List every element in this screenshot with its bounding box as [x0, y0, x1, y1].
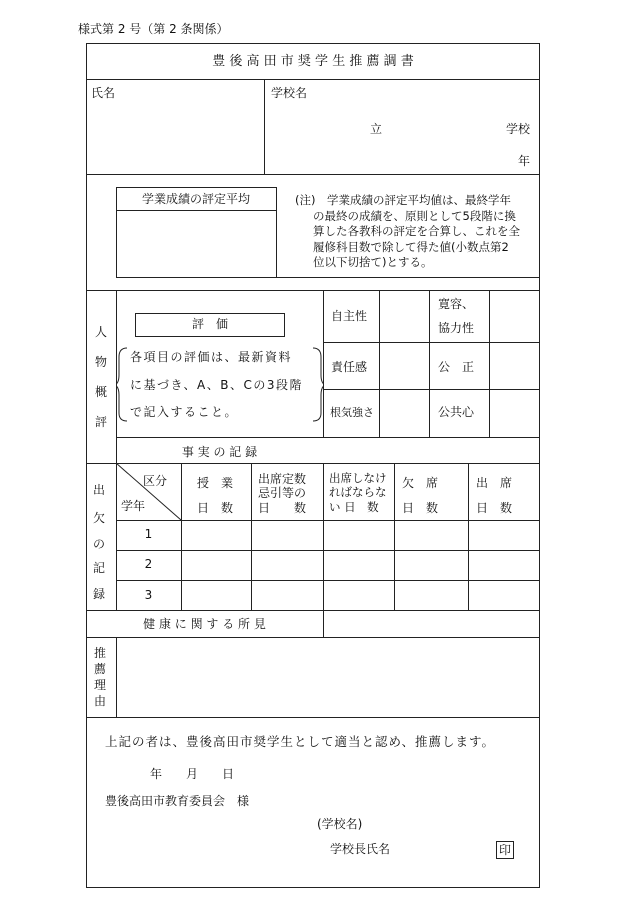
col-jugyo-1: 授 業 — [197, 476, 234, 490]
form-title: 豊 後 高 田 市 奨 学 生 推 薦 調 書 — [212, 54, 414, 69]
col-teisu-2: 忌引等の — [258, 486, 307, 500]
trait-kanyou: 寛容、 — [438, 297, 475, 311]
reason-label-3: 理 — [94, 678, 107, 692]
col-jugyo-2: 日 数 — [197, 501, 234, 515]
school-gakko: 学校 — [506, 122, 531, 136]
trait-kousei: 公 正 — [438, 360, 475, 374]
principal-label: 学校長氏名 — [330, 842, 391, 856]
att-side-2: 欠 — [93, 511, 106, 525]
side-label-hyo: 評 — [95, 415, 108, 429]
trait-konki: 根気強さ — [330, 406, 374, 419]
form-number: 様式第 2 号（第 2 条関係） — [78, 22, 229, 36]
name-label: 氏名 — [91, 86, 116, 100]
reason-label-2: 薦 — [94, 662, 107, 676]
grades-header: 学業成績の評定平均 — [141, 192, 250, 206]
col-teisu-1: 出席定数 — [258, 472, 307, 486]
eval-label: 評 価 — [191, 317, 228, 331]
frame-top — [86, 43, 540, 44]
side-label-butsu: 物 — [95, 355, 108, 369]
trait-jishusei: 自主性 — [331, 309, 368, 323]
col-hitsuyo-1: 出席しなけ — [329, 471, 387, 485]
seal-mark: 印 — [496, 841, 514, 859]
att-side-1: 出 — [93, 483, 106, 497]
col-shusseki-2: 日 数 — [476, 501, 513, 515]
grades-note: (注) 学業成績の評定平均値は、最終学年 の最終の成績を、原則として5段階に換 算した各教科の評定を合算し、これを全 履修科目数で除して得た値(小数点第2 位以下切捨て)とする。 — [295, 193, 520, 269]
att-side-5: 録 — [93, 587, 106, 601]
side-label-jin: 人 — [95, 325, 108, 339]
school-ritsu: 立 — [370, 122, 383, 136]
col-kesseki-2: 日 数 — [402, 501, 439, 515]
col-shusseki-1: 出 席 — [476, 476, 513, 490]
addressee: 豊後高田市教育委員会 様 — [105, 794, 250, 808]
att-side-4: 記 — [93, 561, 106, 575]
kubun-label: 区分 — [143, 474, 168, 488]
trait-sekinin: 責任感 — [331, 360, 368, 374]
year-2: 2 — [144, 557, 153, 571]
year-1: 1 — [144, 527, 153, 541]
side-label-gai: 概 — [95, 385, 108, 399]
frame-left — [86, 43, 87, 888]
facts-label: 事 実 の 記 録 — [181, 445, 258, 459]
school-nen: 年 — [518, 154, 531, 168]
trait-koukyou: 公共心 — [438, 405, 475, 419]
year-3: 3 — [144, 588, 153, 602]
school-name-paren: (学校名) — [317, 817, 363, 831]
eval-note-3: で記入すること。 — [130, 405, 239, 419]
eval-note-1: 各項目の評価は、最新資料 — [130, 350, 293, 364]
gakunen-label: 学年 — [121, 499, 146, 513]
col-hitsuyo-3: い 日 数 — [329, 500, 379, 514]
reason-label-4: 由 — [94, 694, 107, 708]
reason-label-1: 推 — [94, 646, 107, 660]
col-kesseki-1: 欠 席 — [402, 476, 439, 490]
eval-note-2: に基づき、A、B、Cの3段階 — [130, 378, 303, 392]
col-teisu-3: 日 数 — [258, 501, 307, 515]
declaration: 上記の者は、豊後高田市奨学生として適当と認め、推薦します。 — [105, 734, 496, 749]
att-side-3: の — [93, 537, 106, 551]
frame-right — [539, 43, 540, 888]
trait-kyouryoku: 協力性 — [438, 321, 475, 335]
frame-bottom — [86, 887, 540, 888]
date-line: 年 月 日 — [150, 767, 235, 781]
col-hitsuyo-2: ればならな — [329, 485, 387, 499]
school-label: 学校名 — [271, 86, 308, 100]
health-label: 健 康 に 関 す る 所 見 — [143, 617, 266, 631]
